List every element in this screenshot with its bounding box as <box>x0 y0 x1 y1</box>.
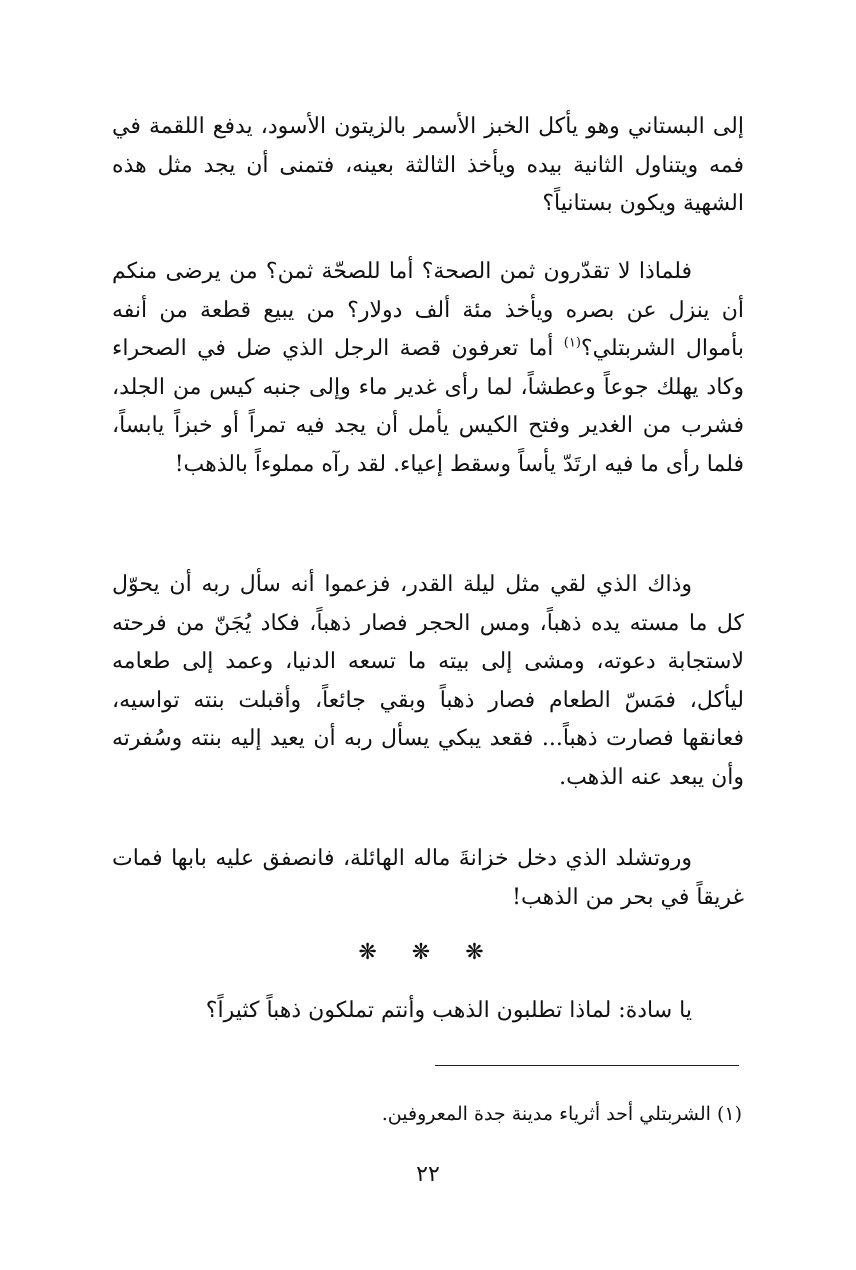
section-separator: ❋ ❋ ❋ <box>358 940 498 965</box>
footnote-marker: (١) <box>563 335 581 351</box>
paragraph-3: وذاك الذي لقي مثل ليلة القدر، فزعموا أنه سأل ربه أن يحوّل كل ما مسته يده ذهباً، ومس الحجر فصار ذهباً، فكاد يُجَنّ من فرحته لاستجابة دعوته، ومشى إلى بيته ما تسعه الدنيا، وعمد إلى طعامه ليأكل، فمَسّ الطعام فصار ذهباً وبقي جائعاً، وأقبلت بنته تواسيه، فعانقها فصارت ذهباً... فقعد يبكي يسأل ربه أن يعيد إليه بنته وسُفرته وأن يبعد عنه الذهب. <box>112 572 744 790</box>
footnote: (١) الشربتلي أحد أثرياء مدينة جدة المعروفين. <box>381 1103 742 1125</box>
paragraph-2-text-a: فلماذا لا تقدّرون ثمن الصحة؟ أما للصحّة ثمن؟ من يرضى منكم أن ينزل عن بصره ويأخذ مئة ألف دولار؟ من يبيع قطعة من أنفه بأموال الشربتلي؟ <box>112 259 744 361</box>
footnote-divider <box>435 1065 739 1066</box>
paragraph-2-text-b: أما تعرفون قصة الرجل الذي ضل في الصحراء وكاد يهلك جوعاً وعطشاً، لما رأى غدير ماء وإلى جنبه كيس من الجلد، فشرب من الغدير وفتح الكيس يأمل أن يجد فيه تمراً أو خبزاً يابساً، فلما رأى ما فيه ارتَدّ يأساً وسقط إعياء. لقد رآه مملوءاً بالذهب! <box>112 336 744 477</box>
page-number: ٢٢ <box>416 1162 440 1187</box>
paragraph-4: وروتشلد الذي دخل خزانةَ ماله الهائلة، فانصفق عليه بابها فمات غريقاً في بحر من الذهب! <box>112 846 744 910</box>
closing-line: يا سادة: لماذا تطلبون الذهب وأنتم تملكون ذهباً كثيراً؟ <box>205 998 692 1023</box>
paragraph-2 <box>112 253 744 484</box>
paragraph-1: إلى البستاني وهو يأكل الخبز الأسمر بالزيتون الأسود، يدفع اللقمة في فمه ويتناول الثانية بيده ويأخذ الثالثة بعينه، فتمنى أن يجد مثل هذه الشهية ويكون بستانياً؟ <box>112 114 744 216</box>
